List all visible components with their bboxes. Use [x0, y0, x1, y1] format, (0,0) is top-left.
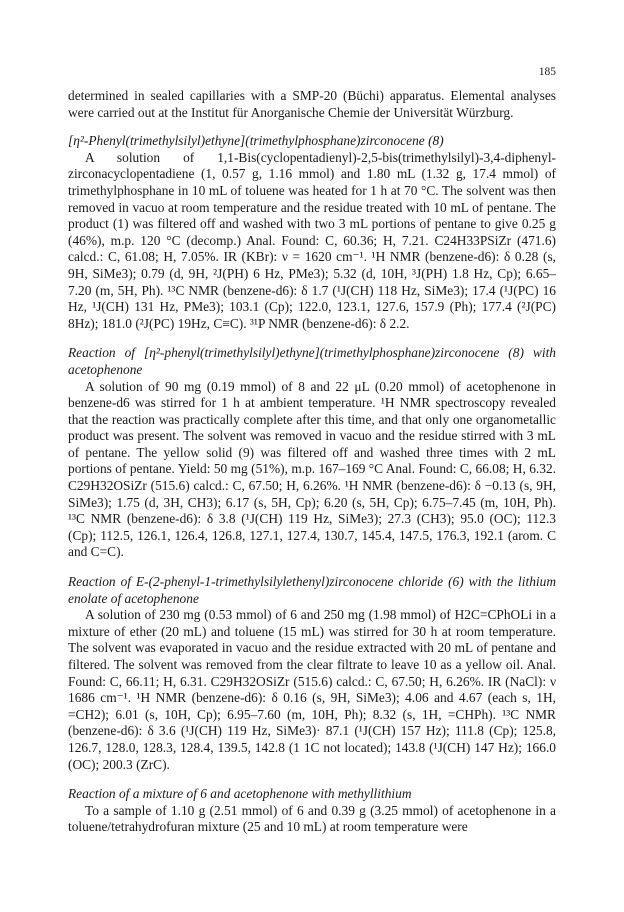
section-body: To a sample of 1.10 g (2.51 mmol) of 6 and 0.39 g (3.25 mmol) of acetophenone in a toluene/tetrahydrofuran mixture (25 and 10 mL) at room temperature were	[68, 802, 556, 835]
intro-paragraph: determined in sealed capillaries with a SMP-20 (Büchi) apparatus. Elemental analyses were carried out at the Institut für Anorganische Chemie der Universität Würzburg.	[68, 88, 556, 120]
page-number: 185	[538, 66, 556, 78]
experimental-text	[68, 88, 556, 836]
section-body: A solution of 230 mg (0.53 mmol) of 6 and 250 mg (1.98 mmol) of H2C=CPhOLi in a mixture of ether (20 mL) and toluene (15 mL) was stirred for 30 h at room temperature. The solvent was evaporated in vacuo and the residue extracted with 20 mL of pentane and filtered. The solvent was removed from the clear filtrate to leave 10 as a yellow oil. Anal. Found: C, 66.11; H, 6.31. C29H32OSiZr (515.6) calcd.: C, 67.50; H, 6.26%. IR (NaCl): ν 1686 cm⁻¹. ¹H NMR (benzene-d6): δ 0.16 (s, 9H, SiMe3); 4.06 and 4.67 (each s, 1H, =CH2); 6.01 (s, 10H, Cp); 6.95–7.60 (m, 10H, Ph); 8.32 (s, 1H, =CHPh). ¹³C NMR (benzene-d6): δ 3.6 (¹J(CH) 119 Hz, SiMe3)· 87.1 (¹J(CH) 157 Hz); 111.8 (Cp); 125.8, 126.7, 128.0, 128.3, 128.4, 139.5, 142.8 (1 1C not located); 143.8 (¹J(CH) 147 Hz); 166.0 (OC); 200.3 (ZrC).	[68, 607, 556, 772]
section-body: A solution of 90 mg (0.19 mmol) of 8 and 22 μL (0.20 mmol) of acetophenone in benzene-d6 was stirred for 1 h at ambient temperature. ¹H NMR spectroscopy revealed that the reaction was practically complete after this time, and that only one organometallic product was present. The solvent was removed in vacuo and the residue stirred with 3 mL of pentane. The yellow solid (9) was filtered off and washed three times with 2 mL portions of pentane. Yield: 50 mg (51%), m.p. 167–169 °C Anal. Found: C, 66.08; H, 6.32. C29H32OSiZr (515.6) calcd.: C, 67.50; H, 6.26%. ¹H NMR (benzene-d6): δ −0.13 (s, 9H, SiMe3); 1.75 (d, 3H, CH3); 6.17 (s, 5H, Cp); 6.20 (s, 5H, Cp); 6.75–7.45 (m, 10H, Ph). ¹³C NMR (benzene-d6): δ 3.8 (¹J(CH) 119 Hz, SiMe3); 27.3 (CH3); 95.0 (OC); 112.3 (Cp); 112.5, 126.1, 126.4, 126.8, 127.1, 127.4, 130.7, 145.4, 147.5, 176.3, 192.1 (arom. C and C=C).	[68, 378, 556, 560]
section-heading: Reaction of a mixture of 6 and acetophenone with methyllithium	[68, 786, 412, 802]
section-body: A solution of 1,1-Bis(cyclopentadienyl)-2,5-bis(trimethylsilyl)-3,4-diphenyl-zirconacyclopentadiene (1, 0.57 g, 1.16 mmol) and 1.80 mL (1.32 g, 17.4 mmol) of trimethylphosphane in 10 mL of toluene was heated for 1 h at 70 °C. The solvent was then removed in vacuo at room temperature and the residue treated with 10 mL of pentane. The product (1) was filtered off and washed with two 3 mL portions of pentane to give 0.25 g (46%), m.p. 120 °C (decomp.) Anal. Found: C, 60.36; H, 7.21. C24H33PSiZr (471.6) calcd.: C, 61.08; H, 7.05%. IR (KBr): ν = 1620 cm⁻¹. ¹H NMR (benzene-d6): δ 0.28 (s, 9H, SiMe3); 0.79 (d, 9H, ²J(PH) 6 Hz, PMe3); 5.32 (d, 10H, ³J(PH) 1.8 Hz, Cp); 6.65–7.20 (m, 5H, Ph). ¹³C NMR (benzene-d6): δ 1.7 (¹J(CH) 118 Hz, SiMe3); 17.4 (¹J(PC) 16 Hz, ¹J(CH) 131 Hz, PMe3); 103.1 (Cp); 122.0, 123.1, 127.6, 157.9 (Ph); 177.4 (²J(PC) 8Hz); 181.0 (²J(PC) 19Hz, C≡C). ³¹P NMR (benzene-d6): δ 2.2.	[68, 149, 556, 331]
section-heading: [η²-Phenyl(trimethylsilyl)ethyne](trimethylphosphane)zirconocene (8)	[68, 133, 444, 149]
section-heading: Reaction of E-(2-phenyl-1-trimethylsilylethenyl)zirconocene chloride (6) with the lithium enolate of acetophenone	[68, 574, 556, 606]
section-heading: Reaction of [η²-phenyl(trimethylsilyl)ethyne](trimethylphosphane)zirconocene (8) with acetophenone	[68, 345, 556, 377]
